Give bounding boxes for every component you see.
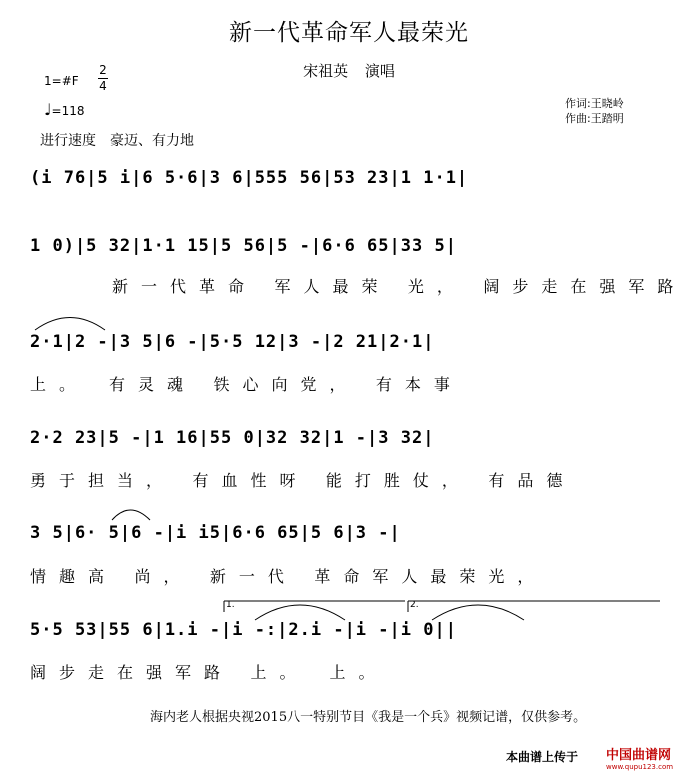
quarter-note-icon: ♩ [44, 100, 52, 119]
volta-first-label: 1. [226, 600, 235, 610]
score-line-6: 5·5 53|55 6|1.i -|i -:|2.i -|i -|i 0|| [30, 620, 457, 640]
logo-url: www.qupu123.com [606, 763, 674, 771]
transcription-note: 海内老人根据央视2015八一特别节目《我是一个兵》视频记谱，仅供参考。 [150, 710, 587, 725]
site-logo[interactable] [606, 744, 692, 771]
lyrics-line-5: 情趣高 尚， 新一代 革命军人最荣光， [30, 569, 547, 586]
time-signature-top: 2 [99, 63, 107, 77]
singer-credit: 宋祖英 演唱 [303, 62, 395, 80]
logo-text: 中国曲谱网 [606, 748, 672, 763]
lyrics-line-2: 新一代革命 军人最荣 光， 阔步走在强军路 [112, 279, 687, 296]
upload-footer: 本曲谱上传于 [506, 750, 579, 764]
score-line-1: (i 76|5 i|6 5·6|3 6|555 56|53 23|1 1·1| [30, 168, 469, 188]
score-line-4: 2·2 23|5 -|1 16|55 0|32 32|1 -|3 32| [30, 428, 435, 448]
song-title: 新一代革命军人最荣光 [229, 20, 469, 46]
score-line-5: 3 5|6· 5|6 -|i i5|6·6 65|5 6|3 -| [30, 523, 401, 543]
score-line-3: 2·1|2 -|3 5|6 -|5·5 12|3 -|2 21|2·1| [30, 332, 435, 352]
tempo-value: =118 [51, 104, 85, 118]
key-signature: 1=#F [44, 74, 79, 88]
lyricist-credit: 作词:王晓岭 [565, 97, 624, 110]
volta-second-label: 2. [410, 600, 419, 610]
composer-credit: 作曲:王踏明 [565, 112, 624, 125]
lyrics-line-6: 阔步走在强军路 上。 上。 [30, 665, 388, 682]
score-line-2: 1 0)|5 32|1·1 15|5 56|5 -|6·6 65|33 5| [30, 236, 457, 256]
performance-direction: 进行速度 豪迈、有力地 [40, 133, 194, 149]
lyrics-line-3: 上。 有灵魂 铁心向党， 有本事 [30, 377, 463, 394]
lyrics-line-4: 勇于担当， 有血性呀 能打胜仗， 有品德 [30, 473, 576, 490]
time-signature-bottom: 4 [99, 79, 107, 93]
